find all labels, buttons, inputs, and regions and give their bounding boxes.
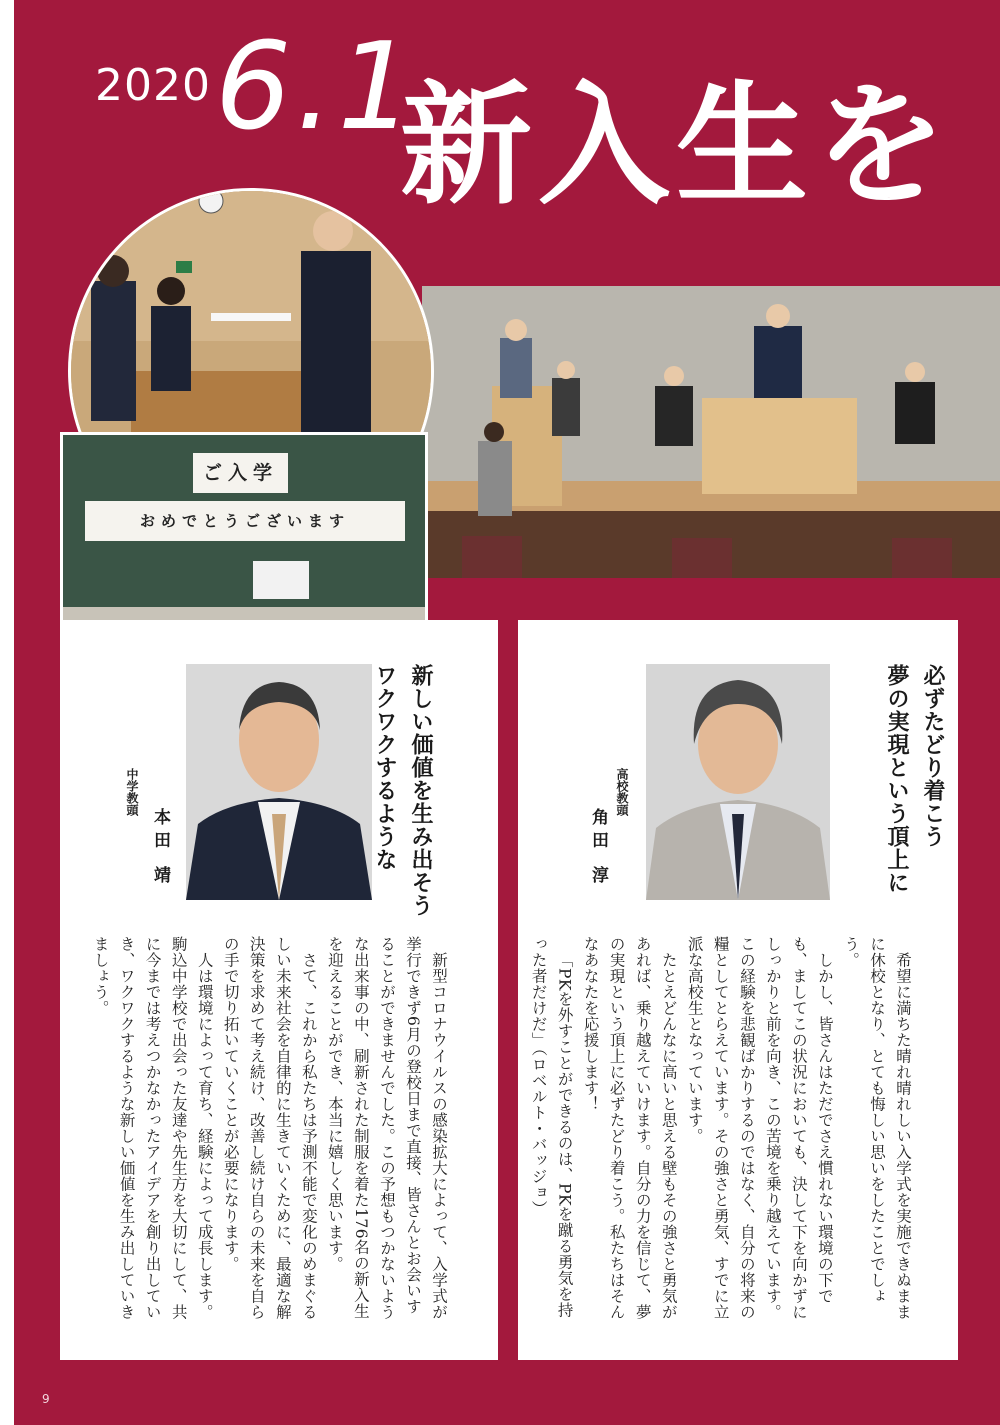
right-paragraph: 希望に満ちた晴れ晴れしい入学式を実施できぬままに休校となり、とても悔しい思いをしたことでしょう。: [841, 936, 912, 1320]
left-role: 中学教頭: [125, 768, 139, 816]
right-name: 角田 淳: [588, 808, 608, 889]
board-sign-line2: おめでとうございます: [85, 501, 405, 541]
board-notice: [253, 561, 309, 599]
left-paragraph: さて、これから私たちは予測不能で変化のめまぐるしい未来社会を自律的に生きていくために、最適な解決策を求めて考え続け、改善し続け自らの未来を自らの手で切り拓いていくことが必要になります。: [221, 936, 318, 1320]
left-portrait: [186, 664, 372, 900]
title-date: 6.1: [215, 18, 418, 157]
right-paragraph: たとえどんなに高いと思える壁もその強さと勇気があれば、乗り越えていけます。自分の力を信じて、夢の実現という頂上に必ずたどり着こう。私たちはそんなあなたを応援します！: [581, 936, 678, 1320]
page-gutter: [0, 0, 14, 1425]
right-lead-line2: 必ずたどり着こう: [920, 664, 946, 848]
left-lead-line2: 新しい価値を生み出そう: [408, 664, 434, 917]
right-role: 高校教頭: [615, 768, 629, 816]
left-body: [91, 936, 452, 1330]
right-article-panel: [518, 620, 958, 1360]
board-sign-line1: ご入学: [193, 453, 288, 493]
stage-photo: [422, 286, 1000, 578]
left-article-panel: [60, 620, 498, 1360]
title-headline: 新入生を: [400, 69, 952, 223]
right-body: [529, 936, 916, 1330]
right-paragraph: 「PKを外すことができるのは、PKを蹴る勇気を持った者だけだ」（ロベルト・バッジョ）: [529, 936, 574, 1318]
chalkboard-photo: [60, 432, 428, 628]
left-paragraph: 新型コロナウイルスの感染拡大によって、入学式が挙行できず6月の登校日まで直接、皆さんとお会いすることができませんでした。この予想もつかないような出来事の中、刷新された制服を着た176名の新入生を迎えることができ、本当に嬉しく思います。: [325, 936, 448, 1320]
right-portrait: [646, 664, 830, 900]
right-lead-line1: 夢の実現という頂上に: [884, 664, 910, 894]
page-number: 9: [42, 1392, 50, 1406]
right-paragraph: しかし、皆さんはただでさえ慣れない環境の下でも、ましてこの状況においても、決して下を向かずにしっかりと前を向き、この苦境を乗り越えています。この経験を悲観ばかりするのではなく、自分の将来の糧としてとらえています。その強さと勇気、すでに立派な高校生となっています。: [685, 936, 834, 1320]
left-name: 本田 靖: [150, 808, 170, 889]
left-lead-line1: ワクワクするような: [372, 664, 398, 871]
title-year: 2020: [95, 60, 211, 111]
left-paragraph: 人は環境によって育ち、経験によって成長します。駒込中学校で出会った友達や先生方を大切にして、共に今までは考えつかなかったアイデアを創り出していき、ワクワクするような新しい価値を生み出していきましょう。: [91, 936, 214, 1320]
